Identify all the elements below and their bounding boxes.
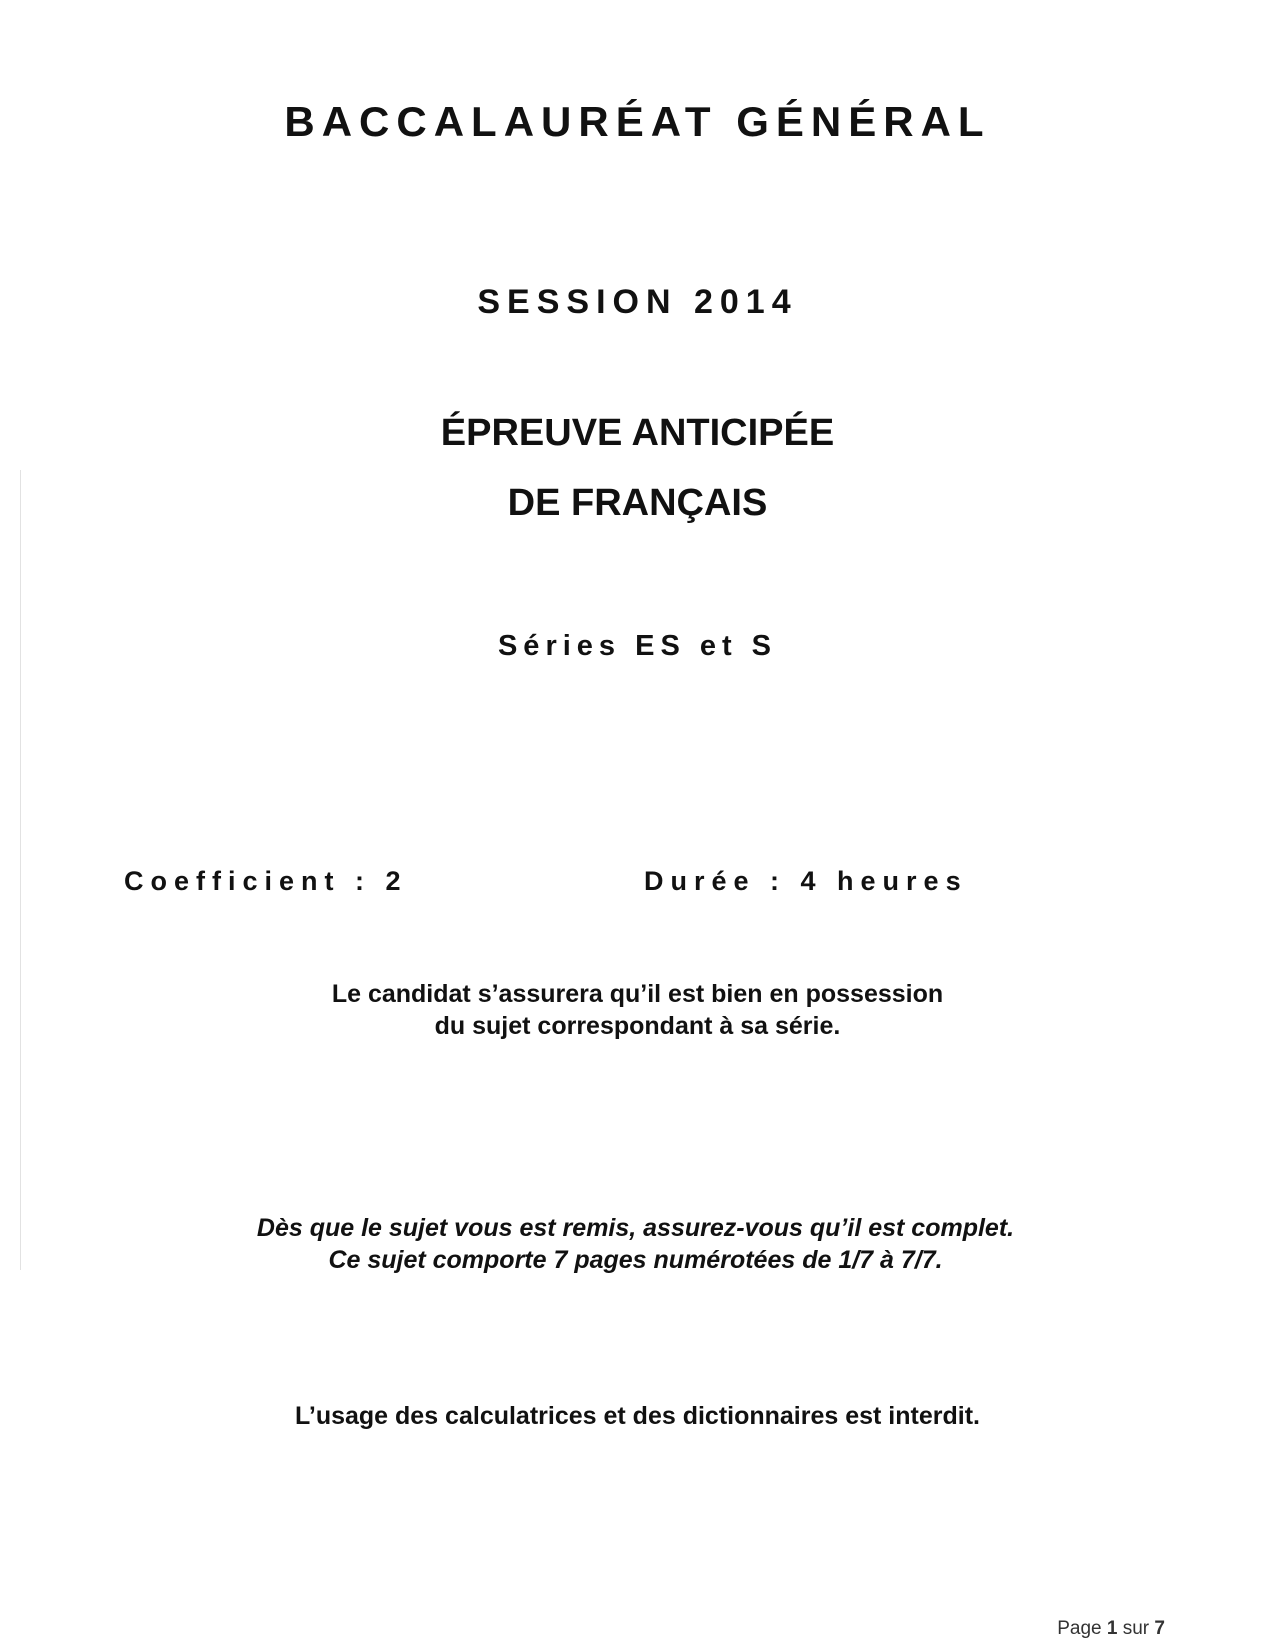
session-label: SESSION 2014: [477, 283, 798, 321]
page-word: Page: [1057, 1618, 1102, 1639]
exam-title: BACCALAURÉAT GÉNÉRAL: [284, 98, 991, 145]
duration-label: Durée : 4 heures: [644, 866, 968, 896]
scan-edge-line: [20, 470, 21, 1270]
page-separator: sur: [1122, 1618, 1150, 1639]
subject-title-line2: DE FRANÇAIS: [507, 482, 768, 524]
completeness-notice-line1: Dès que le sujet vous est remis, assurez-vous qu’il est complet.: [256, 1214, 1015, 1242]
page-total: 7: [1154, 1618, 1165, 1639]
page-number: [1057, 1618, 1165, 1640]
subject-title-line1: ÉPREUVE ANTICIPÉE: [440, 412, 835, 454]
calculator-notice: L’usage des calculatrices et des dictionnaires est interdit.: [295, 1402, 980, 1430]
completeness-notice-line2: Ce sujet comporte 7 pages numérotées de 1/7 à 7/7.: [328, 1246, 943, 1274]
page-current: 1: [1106, 1618, 1118, 1639]
series-label: Séries ES et S: [497, 630, 778, 662]
coefficient-label: Coefficient : 2: [124, 866, 408, 896]
candidate-notice-line1: Le candidat s’assurera qu’il est bien en possession: [331, 980, 944, 1008]
candidate-notice-line2: du sujet correspondant à sa série.: [434, 1012, 841, 1040]
